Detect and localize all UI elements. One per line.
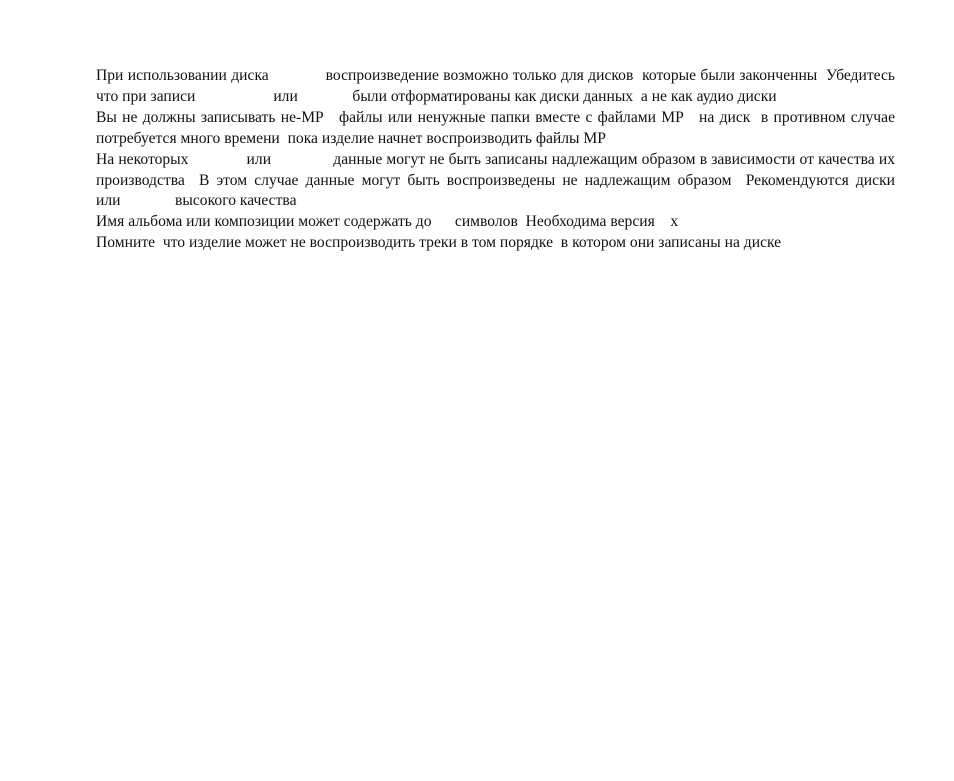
- paragraph-track-order: Помните что изделие может не воспроизводить треки в том порядке в котором они записаны на диске: [96, 234, 782, 252]
- paragraph-non-mp-files: Вы не должны записывать не-MP файлы или ненужные папки вместе с файлами MP на диск в противном случае потребуется много времени пока изделие начнет воспроизводить файлы MP: [96, 108, 899, 147]
- paragraph-disc-finalize: При использовании диска воспроизведение возможно только для дисков которые были законченны Убедитесь что при записи или были отформатированы как диски данных а не как аудио диски: [96, 67, 903, 105]
- document-page: [96, 66, 938, 254]
- paragraph-album-name-length: Имя альбома или композиции может содержать до символов Необходима версия x: [96, 213, 679, 231]
- paragraph-disc-quality: На некоторых или данные могут не быть записаны надлежащим образом в зависимости от качества их производства В этом случае данные могут быть воспроизведены не надлежащим образом Рекомендуются диски или высокого качества: [96, 150, 938, 210]
